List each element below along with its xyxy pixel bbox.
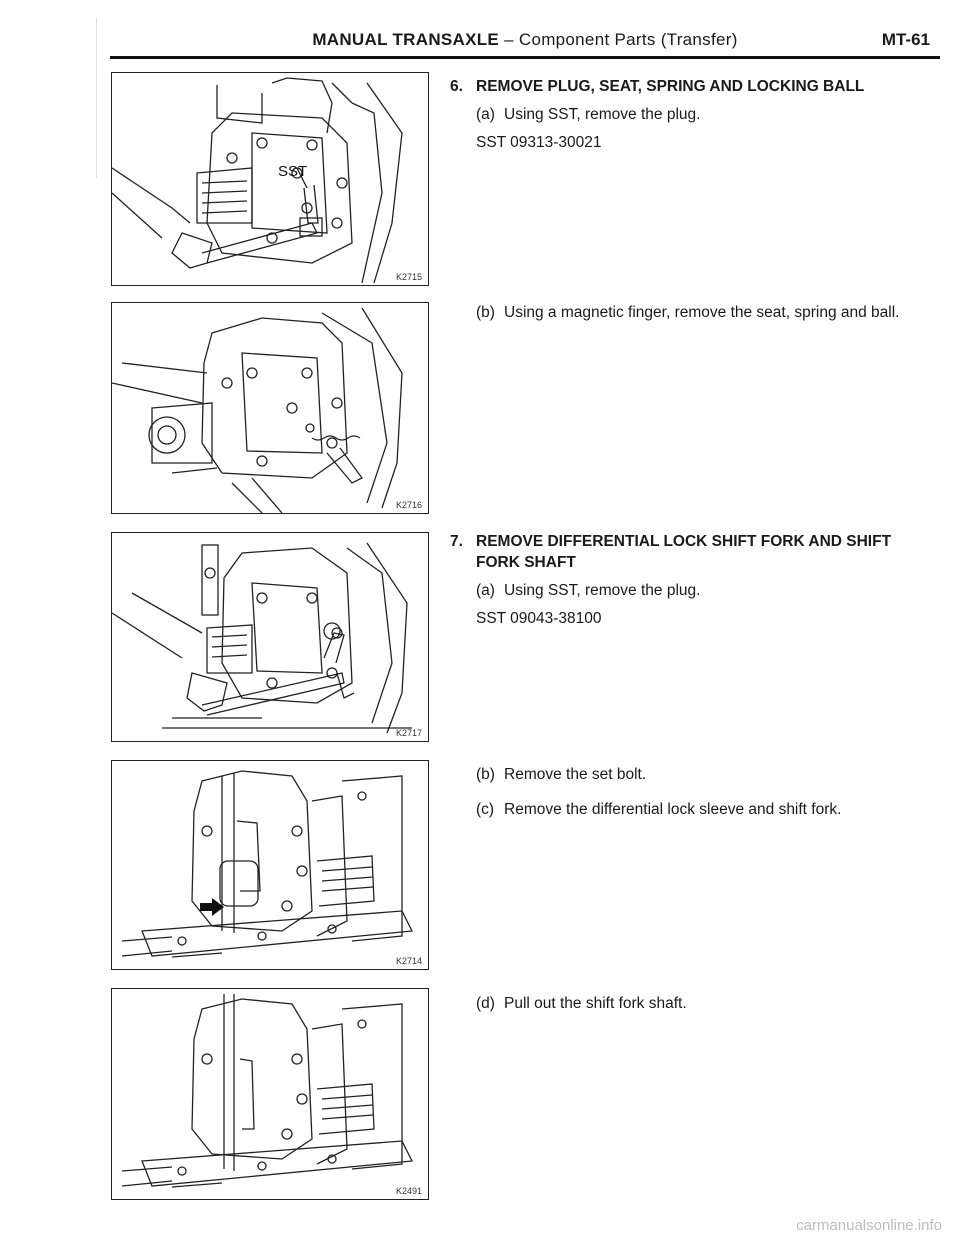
step-6-sst-number: SST 09313-30021	[476, 134, 602, 151]
figure-set-bolt	[111, 760, 429, 970]
watermark: carmanualsonline.info	[796, 1217, 942, 1234]
step-7-number: 7.	[450, 533, 463, 550]
step-6-sub-b	[476, 302, 930, 323]
sst-callout-label: SST	[278, 163, 308, 180]
step-7-sub-c	[476, 799, 930, 820]
sub-letter: (b)	[476, 766, 495, 783]
step-7-sub-d	[476, 993, 930, 1014]
step-6-title	[450, 76, 930, 97]
step-7-title	[450, 531, 930, 573]
transfer-case-set-bolt-illustration	[112, 761, 428, 969]
step-7	[450, 531, 930, 629]
sub-text: Remove the differential lock sleeve and shift fork.	[504, 801, 842, 818]
sub-text: Pull out the shift fork shaft.	[504, 995, 687, 1012]
header-title-bold: MANUAL TRANSAXLE	[312, 30, 500, 49]
sub-text: Remove the set bolt.	[504, 766, 647, 783]
sub-letter: (a)	[476, 582, 495, 599]
step-7-b-c	[450, 764, 930, 820]
sub-letter: (b)	[476, 304, 495, 321]
sub-letter: (d)	[476, 995, 495, 1012]
sub-text: Using a magnetic finger, remove the seat, spring and ball.	[504, 304, 900, 321]
sub-text: Using SST, remove the plug.	[504, 106, 701, 123]
step-6-b	[450, 302, 930, 323]
transfer-case-ball-spring-illustration	[112, 303, 428, 513]
transfer-case-sst-illustration	[112, 73, 428, 285]
step-7-d	[450, 993, 930, 1014]
step-6-heading: REMOVE PLUG, SEAT, SPRING AND LOCKING BALL	[476, 78, 865, 95]
step-7-sst-number: SST 09043-38100	[476, 610, 602, 627]
transfer-case-shaft-illustration	[112, 989, 428, 1199]
figure-shift-fork-shaft	[111, 988, 429, 1200]
header-title-rest: – Component Parts (Transfer)	[499, 30, 738, 49]
step-6	[450, 76, 930, 153]
step-7-sub-a	[476, 580, 930, 601]
sub-letter: (c)	[476, 801, 495, 818]
transfer-case-wrench-illustration	[112, 533, 428, 741]
figure-code: K2491	[395, 1186, 422, 1196]
sub-letter: (a)	[476, 106, 495, 123]
page-header	[110, 30, 940, 59]
sub-text: Using SST, remove the plug.	[504, 582, 701, 599]
step-7-heading: REMOVE DIFFERENTIAL LOCK SHIFT FORK AND SHIFT FORK SHAFT	[476, 533, 892, 571]
figure-code: K2716	[395, 500, 422, 510]
step-7-sub-b	[476, 764, 930, 785]
figure-plug-removal-2	[111, 532, 429, 742]
step-6-sub-a	[476, 104, 930, 125]
page-number: MT-61	[881, 30, 930, 49]
step-6-number: 6.	[450, 78, 463, 95]
page-gutter-line	[96, 18, 97, 178]
figure-magnetic-finger	[111, 302, 429, 514]
figure-code: K2714	[395, 956, 422, 966]
figure-code: K2717	[395, 728, 422, 738]
figure-plug-removal	[111, 72, 429, 286]
figure-code: K2715	[395, 272, 422, 282]
header-title	[110, 30, 940, 50]
